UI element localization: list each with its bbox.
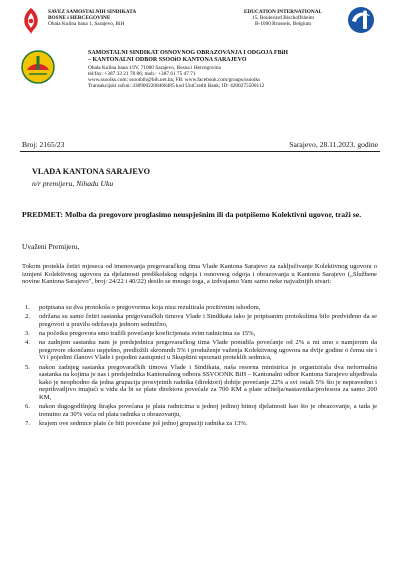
letter-number: Broj: 2165/23 (22, 140, 65, 149)
main-org-address: Obala Kulina bana 1/IV, 71000 Sarajevo, Bosna i Hercegovina (88, 64, 221, 71)
list-item: 5. nakon zadnjeg sastanka pregovaračkih timova Vlade i Sindikata, naša resorna ministrica je organizirala dva neformalna sastanka na kojima je nas i predsjednika Kantonalnog odbora SSVOONK BiH – Kantonalni odbor Kantona Sarajevo ubjeđivala kako je neophodno da jedna grupacija prosvjetnih radnika (direktori) dobije povećanje 22% a svi ostali 5% što je nepravedno i neprihvatljivo imajući u vidu da bi se plate direktora povećale za 700 KM a plate učitelja/nastavnika/profesora za samo 200 KM, (25, 363, 377, 401)
recipient-name: VLADA KANTONA SARAJEVO (32, 167, 150, 176)
list-item: 7. krajem ove sedmice plate će biti povećane još jednoj grupaciji radnika za 13%. (25, 419, 248, 427)
sssbih-logo (21, 7, 41, 35)
left-org-line1: SAVEZ SAMOSTALNIH SINDIKATA (48, 9, 137, 15)
education-international-logo (347, 6, 375, 34)
letter-place-date: Sarajevo, 28.11.2023. godine (289, 140, 378, 149)
points-list (22, 304, 377, 429)
subject-label: PREDMET: (22, 210, 64, 219)
intro-paragraph: Tokom protekla četiri mjeseca od imenovanja pregovaračkog tima Vlade Kantona Sarajevo za zaključivanje Kolektivnog ugovora o izmjeni Kolektivnog ugovora za djelatnosti predškolskog odgoja i osnovnog odgoja i obrazovanja u Kantonu Sarajevo („Službene novine Kantona Sarajevo", broj: 24/22 i 40/22) desilo se mnogo toga, a izdvajamo Vam samo neke najvažnijih stvari: (22, 263, 377, 286)
header-divider (20, 151, 380, 152)
greeting: Uvaženi Premijeru, (22, 242, 80, 251)
main-org-phone: tel/fax: +387 33 21 78 86; mob.: +387 61 75 47 71 (88, 70, 196, 77)
left-org-line2: BOSNE i HERCEGOVINE (48, 15, 111, 22)
right-org-line3: B-1000 Brussels, Belgium (254, 21, 312, 28)
ssooio-logo (21, 50, 55, 84)
subject (22, 210, 362, 219)
right-org-line1: EDUCATION INTERNATIONAL (243, 9, 323, 15)
list-item: 4. na zadnjem sastanku nam je predsjednica pregovaračkog tima Vlade ponudila povećanje od 2% a mi smo s namjerom da pregovore okončamo uspješno, predložili skromnih 5% i produženje važenja Kolektivnog ugovora na dvije godine o čemu ste i Vi i pojedini članovi Vlade i pojedini zastupnici u Skupštini upoznati proteklih sedmica, (25, 339, 377, 362)
list-item: 3. na početku pregovora smo tražili povećanje koeficijenata svim radnicima za 15%, (25, 330, 256, 338)
right-org-line2: 15, Boulevard Bischoffsheim (251, 15, 315, 22)
recipient-attention: n/r premijeru, Nihadu Uku (32, 179, 114, 188)
list-item: 2. održana su samo četiri sastanka pregovaračkih timova Vlade i Sindikata iako je potpisanim protokolima bilo predviđeno da se pregovori u pravilu održavaju jednom sedmično, (25, 313, 377, 328)
main-org-line1: SAMOSTALNI SINDIKAT OSNOVNOG OBRAZOVANJA I ODGOJA FBiH (88, 50, 288, 56)
list-item: 1. potpisana su dva protokola o pregovorima koja nisu rezultirala pozitivnim ishodom, (25, 304, 261, 311)
list-item: 6. nakon dugogodišnjeg štrajka povećana je plata radnicima u jednoj jedinoj bitnoj djelatnosti kao što je obrazovanje, a tada je trenutno za 30% veća od plata radnika u obrazovanju, (25, 403, 377, 418)
main-org-web: www.ssooiks.com; ssooibih@bih.net.ba; FB: www.facebook.com/groups/ssooiks (88, 76, 261, 83)
left-org-address: Obala Kulina bana 1, Sarajevo, BiH (48, 21, 125, 28)
main-org-line2: – KANTONALNI ODBOR SSOOiO KANTONA SARAJEVO (88, 57, 247, 63)
subject-text: Molba da pregovore proglasimo neuspješnim ili da potpišemo Kolektivni ugovor, traži se. (64, 210, 362, 219)
main-org-bank: Transakcijski račun: 3389002208468485 kod UniCredit Bank; ID: 4200275500112 (88, 83, 265, 90)
